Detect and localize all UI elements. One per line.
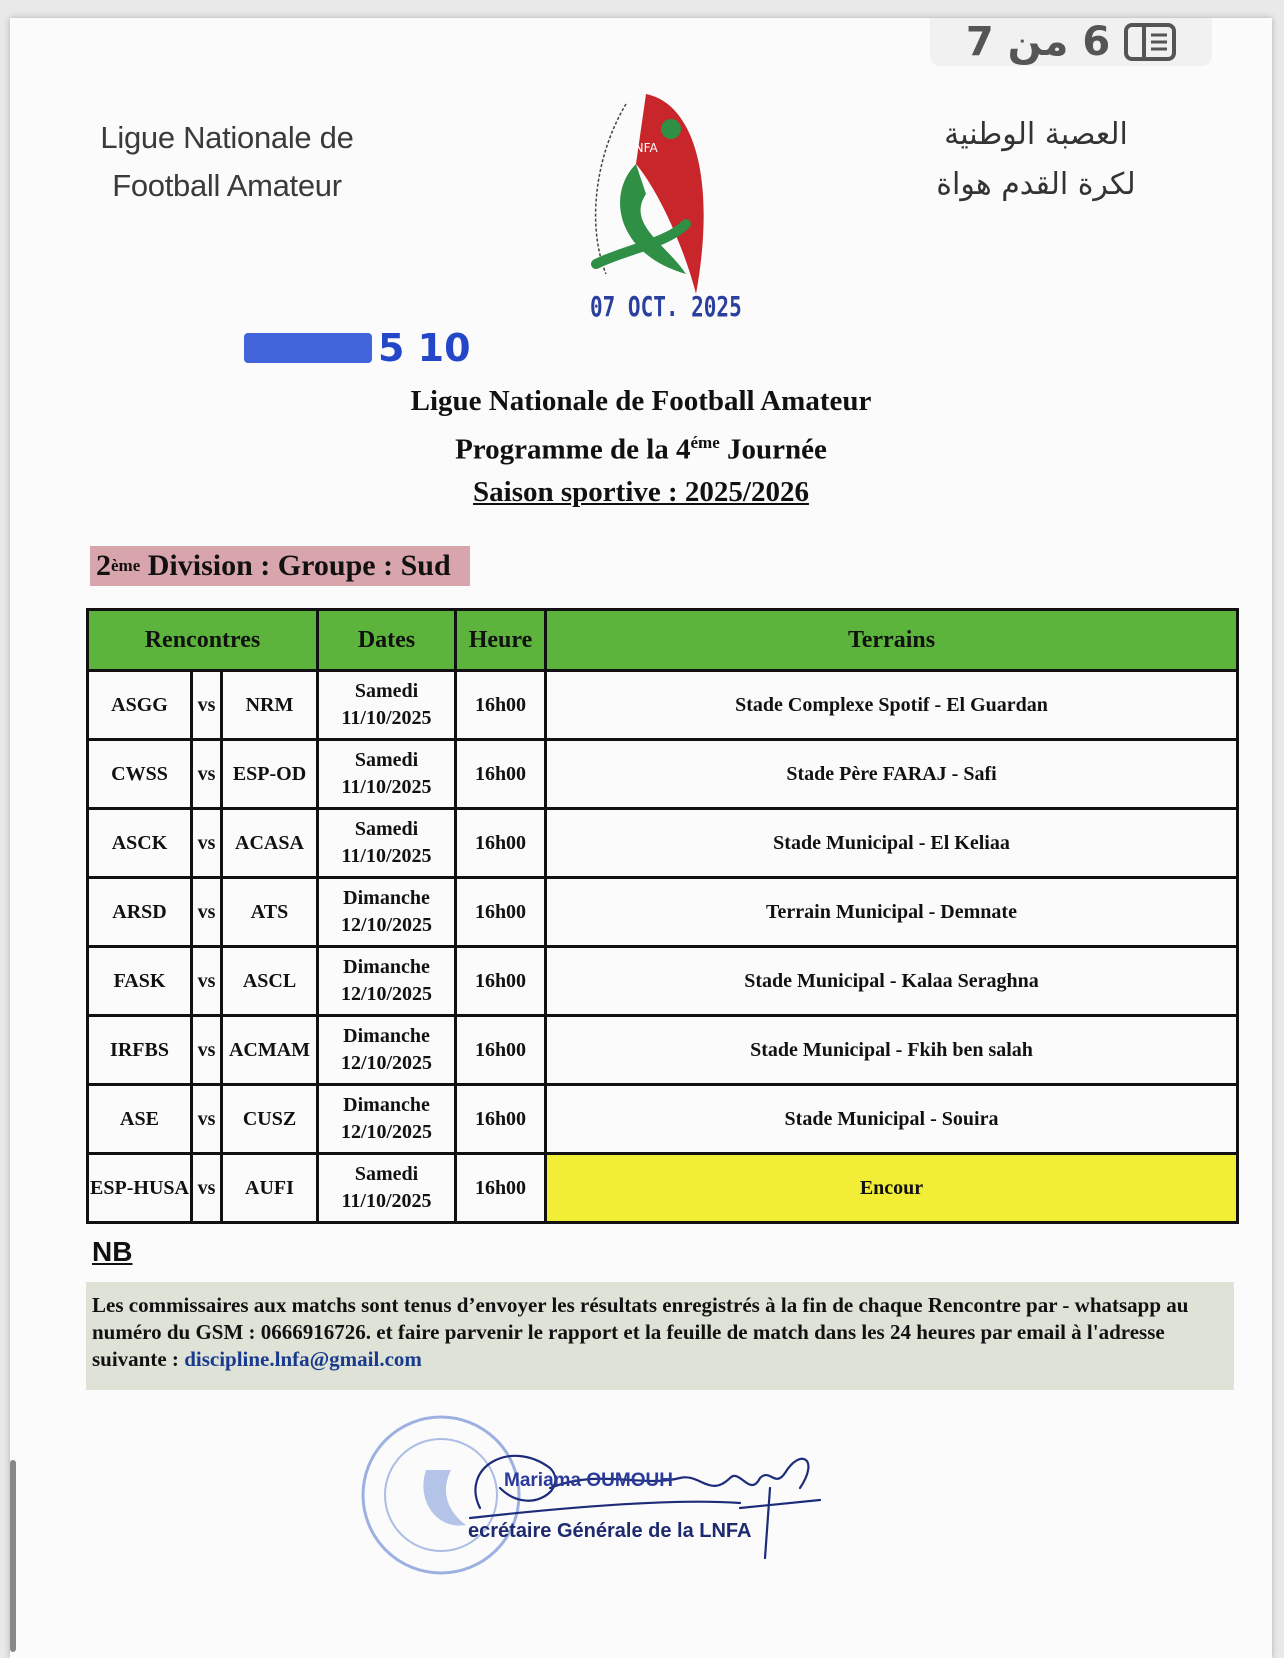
vs-label: vs [192, 1154, 222, 1223]
stamp-blot [244, 333, 372, 363]
table-row [88, 1154, 1238, 1223]
match-venue: Stade Municipal - Kalaa Seraghna [546, 947, 1238, 1016]
nb-text: Les commissaires aux matchs sont tenus d’envoyer les résultats enregistrés à la fin de chaque Rencontre par - whatsapp au numéro du GSM : 0666916726. et faire parvenir le rapport et la feuille de match dans les 24 heures par email à l'adresse suivante : [92, 1293, 1189, 1371]
match-time: 16h00 [456, 1085, 546, 1154]
page-indicator-text: 6 من 7 [965, 19, 1111, 65]
logo-text: LNFA [628, 141, 658, 155]
away-team: ACASA [222, 809, 318, 878]
match-schedule-table [86, 608, 1239, 1224]
home-team: FASK [88, 947, 192, 1016]
away-team: CUSZ [222, 1085, 318, 1154]
signatory-title: ecrétaire Générale de la LNFA [468, 1520, 752, 1542]
header-dates: Dates [318, 610, 456, 671]
division-label: 2 ème Division : Groupe : Sud [90, 546, 470, 586]
match-time: 16h00 [456, 809, 546, 878]
away-team: AUFI [222, 1154, 318, 1223]
table-row [88, 740, 1238, 809]
table-header-row [88, 610, 1238, 671]
match-venue: Encour [546, 1154, 1238, 1223]
match-date-value: 12/10/2025 [340, 983, 433, 1005]
vs-label: vs [192, 671, 222, 740]
match-date-value: 11/10/2025 [341, 845, 432, 867]
match-day: Dimanche [343, 887, 430, 909]
arabic-org-line2: لكرة القدم هواة [936, 167, 1136, 202]
vs-label: vs [192, 809, 222, 878]
match-time: 16h00 [456, 947, 546, 1016]
table-row [88, 1085, 1238, 1154]
nb-email-link[interactable]: discipline.lnfa@gmail.com [184, 1347, 422, 1371]
org-name-line1: Ligue Nationale de [100, 120, 354, 155]
nb-notice [86, 1282, 1234, 1390]
match-date [318, 1154, 456, 1223]
match-date [318, 809, 456, 878]
match-venue: Stade Municipal - Fkih ben salah [546, 1016, 1238, 1085]
date-stamp: 07 OCT. 2025 [590, 290, 742, 323]
vs-label: vs [192, 740, 222, 809]
vs-label: vs [192, 947, 222, 1016]
match-time: 16h00 [456, 1016, 546, 1085]
lnfa-logo [566, 74, 746, 324]
vs-label: vs [192, 878, 222, 947]
home-team: ASGG [88, 671, 192, 740]
match-date-value: 11/10/2025 [341, 776, 432, 798]
match-date [318, 1085, 456, 1154]
away-team: ACMAM [222, 1016, 318, 1085]
match-date-value: 12/10/2025 [340, 914, 433, 936]
home-team: ARSD [88, 878, 192, 947]
match-venue: Stade Municipal - El Keliaa [546, 809, 1238, 878]
header-rencontres: Rencontres [88, 610, 318, 671]
match-date-value: 12/10/2025 [340, 1121, 433, 1143]
match-date [318, 740, 456, 809]
table-row [88, 809, 1238, 878]
match-venue: Terrain Municipal - Demnate [546, 878, 1238, 947]
handwritten-signature [440, 1428, 880, 1568]
table-row [88, 1016, 1238, 1085]
match-date [318, 1016, 456, 1085]
away-team: ASCL [222, 947, 318, 1016]
page-indicator[interactable] [930, 18, 1212, 66]
match-date-value: 12/10/2025 [340, 1052, 433, 1074]
match-venue: Stade Père FARAJ - Safi [546, 740, 1238, 809]
book-view-icon[interactable] [1124, 23, 1176, 61]
match-venue: Stade Municipal - Souira [546, 1085, 1238, 1154]
arabic-org-line1: العصبة الوطنية [944, 117, 1128, 152]
header-left-org-name [92, 114, 362, 210]
match-day: Samedi [354, 749, 419, 771]
document-page [10, 18, 1272, 1658]
document-title [10, 380, 1272, 513]
match-time: 16h00 [456, 671, 546, 740]
home-team: ASE [88, 1085, 192, 1154]
table-row [88, 671, 1238, 740]
table-row [88, 947, 1238, 1016]
match-date-value: 11/10/2025 [341, 1190, 432, 1212]
scrollbar[interactable] [10, 1460, 16, 1652]
nb-label: NB [92, 1236, 133, 1267]
home-team: ASCK [88, 809, 192, 878]
vs-label: vs [192, 1016, 222, 1085]
home-team: CWSS [88, 740, 192, 809]
match-time: 16h00 [456, 878, 546, 947]
match-date [318, 878, 456, 947]
table-row [88, 878, 1238, 947]
header-right-org-name-arabic [886, 110, 1186, 210]
title-line3: Saison sportive : 2025/2026 [473, 475, 809, 508]
match-day: Dimanche [343, 1025, 430, 1047]
match-day: Samedi [354, 1163, 419, 1185]
header-terrains: Terrains [546, 610, 1238, 671]
match-date-value: 11/10/2025 [341, 707, 432, 729]
org-name-line2: Football Amateur [112, 168, 342, 203]
match-day: Dimanche [343, 956, 430, 978]
reference-number: 5 10 [378, 326, 471, 370]
away-team: ESP-OD [222, 740, 318, 809]
home-team: ESP-HUSA [88, 1154, 192, 1223]
match-time: 16h00 [456, 1154, 546, 1223]
match-day: Samedi [354, 818, 419, 840]
match-date [318, 947, 456, 1016]
home-team: IRFBS [88, 1016, 192, 1085]
away-team: NRM [222, 671, 318, 740]
match-time: 16h00 [456, 740, 546, 809]
reference-stamp [244, 326, 471, 370]
title-line2: Programme de la $4^{éme}$ Journée [455, 433, 827, 466]
match-day: Samedi [354, 680, 419, 702]
match-venue: Stade Complexe Spotif - El Guardan [546, 671, 1238, 740]
match-day: Dimanche [343, 1094, 430, 1116]
match-date [318, 671, 456, 740]
title-line1: Ligue Nationale de Football Amateur [410, 385, 872, 417]
signatory-name: Mariama OUMOUH [504, 1470, 673, 1491]
away-team: ATS [222, 878, 318, 947]
vs-label: vs [192, 1085, 222, 1154]
header-heure: Heure [456, 610, 546, 671]
